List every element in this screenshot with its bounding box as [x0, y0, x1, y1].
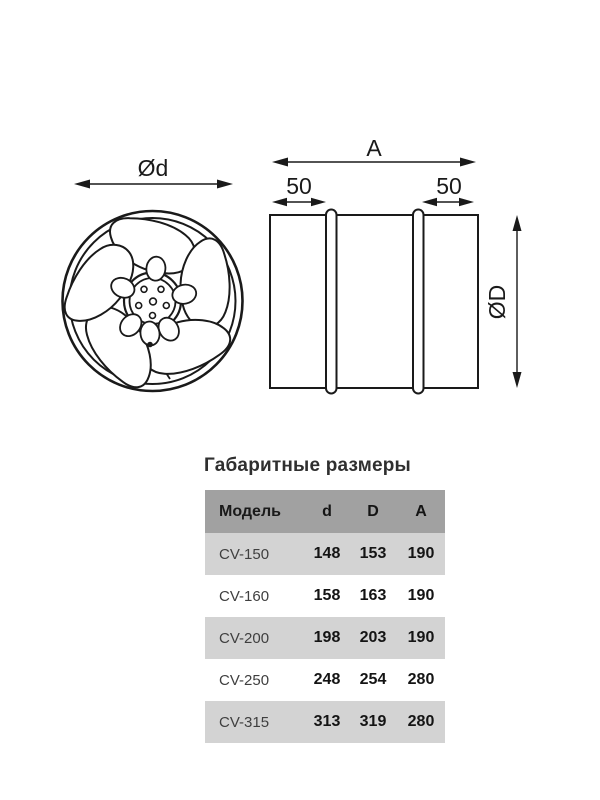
A-cell: 190 — [407, 587, 435, 604]
fan-front-view — [59, 155, 243, 394]
column-header-A: A — [415, 502, 427, 520]
D-cell: 153 — [359, 545, 387, 562]
flange-right-dimension — [422, 173, 474, 206]
duct-body — [270, 215, 478, 388]
strut-rivet — [147, 342, 153, 348]
column-header-model: Модель — [219, 502, 281, 520]
duct-rib-left — [326, 210, 337, 394]
model-cell: CV-200 — [219, 629, 270, 647]
d-cell: 158 — [313, 587, 341, 604]
A-cell: 280 — [407, 671, 435, 688]
arrowhead-left — [272, 158, 288, 167]
front-diameter-label: Ød — [137, 155, 169, 181]
d-cell: 198 — [313, 629, 341, 646]
table-row — [205, 533, 445, 575]
flange-left-dimension — [272, 173, 326, 206]
model-cell: CV-315 — [219, 713, 270, 731]
section-title: Габаритные размеры — [204, 455, 411, 476]
flange-right-label: 50 — [436, 173, 462, 199]
table-row — [205, 617, 445, 659]
D-cell: 163 — [359, 587, 387, 604]
table-row — [205, 575, 445, 617]
flange-left-label: 50 — [286, 173, 312, 199]
D-cell: 254 — [359, 671, 387, 688]
arrowhead-down — [513, 372, 522, 388]
arrowhead-up — [513, 215, 522, 231]
model-cell: CV-150 — [219, 545, 270, 563]
length-label: A — [366, 135, 382, 161]
A-cell: 280 — [407, 713, 435, 730]
dimensions-table — [205, 490, 445, 743]
arrowhead-right — [217, 180, 233, 189]
length-dimension — [272, 135, 476, 167]
side-diameter-label: ØD — [484, 284, 510, 320]
model-cell: CV-160 — [219, 587, 270, 605]
duct-rib-right — [413, 210, 424, 394]
table-header-row — [205, 490, 445, 533]
arrowhead-left — [74, 180, 90, 189]
D-cell: 319 — [359, 713, 387, 730]
side-diameter-dimension — [484, 215, 522, 388]
D-cell: 203 — [359, 629, 387, 646]
table-body — [205, 533, 445, 743]
d-cell: 313 — [313, 713, 341, 730]
column-header-D: D — [367, 502, 379, 520]
model-cell: CV-250 — [219, 671, 270, 689]
A-cell: 190 — [407, 629, 435, 646]
arrowhead-right — [460, 158, 476, 167]
front-diameter-dimension — [74, 155, 233, 189]
d-cell: 248 — [313, 671, 341, 688]
table-row — [205, 701, 445, 743]
fan-side-view — [270, 135, 522, 394]
table-row — [205, 659, 445, 701]
d-cell: 148 — [313, 545, 341, 562]
column-header-d: d — [322, 502, 332, 520]
A-cell: 190 — [407, 545, 435, 562]
